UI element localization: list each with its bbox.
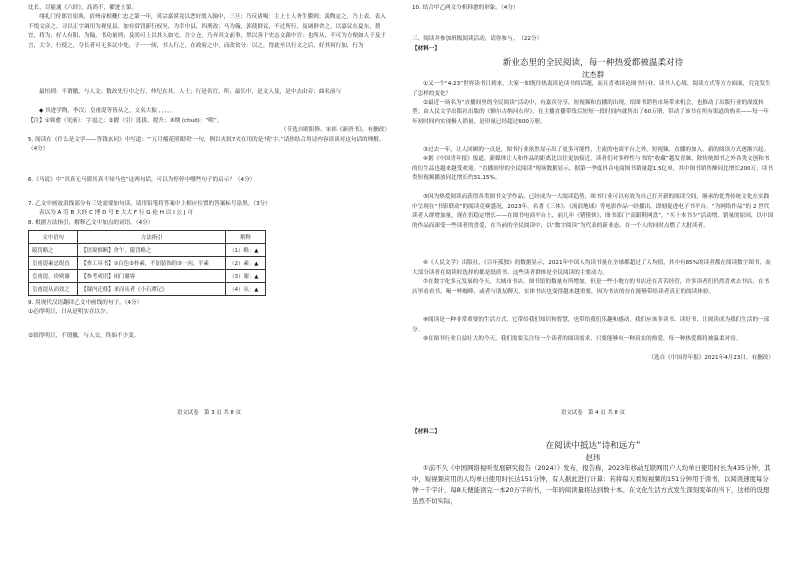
article-paragraph: ⑧阅读是一种非常重要的生活方式，它带给我们知识和智慧，也带给我们乐趣和感动，我们应该多读书、读好书，让阅读成为我们生活的一部分。	[412, 317, 770, 333]
exam-page-3	[28, 4, 390, 424]
article-paragraph: ④据《中国青年报》报道，新媒体让人和作品的距离比以往更加接近，读者们对多样性与书的“收藏”越发青睐，除传统图书之外各类文创和书的衍生品也越来越受欢迎。“直播间里的全民阅读”现场数据显示，据第一季度抖音电商图书销量超1.5亿单，其中图书销售额同比增长200万，读书类短视频播放同比增长约31.15%。	[412, 156, 773, 182]
method-hint-table	[28, 230, 266, 296]
material-label: 【材料二】	[412, 429, 440, 435]
question-5: 5. 阅读在《什么是文学——答钱玄同》中写道：“‘五月榴花照眼明’一句，例以夹叙7夹在用的是‘明’字。”请你结合用诗内容谈谈对这句话的理解。（4分）	[28, 136, 385, 153]
table-cell: 皇甫湜，玢则谢	[29, 270, 78, 283]
article-title: 在阅读中抵达“诗和远方”	[545, 441, 641, 452]
table-cell: 【查工具书】①白色②朴素，不加装饰的③一向，平素	[78, 257, 226, 270]
article-paragraph: ⑥《人民文学》出版社，《百年孤独》的数据显示，2021年中国人均读书量在全球都超过了人均值，其中有85%的读者都在阅读数字图书，而大部分读者在阅读时选择的都是纸质书，这些读者群体是全民阅读的主要动力。	[412, 260, 771, 276]
article-paragraph: ①又一个“4·23”世界读书日到来，大家一如既往热衷谈论读书的话题，而且喜欢谈论图书行业、读书人心境、阅读方式等方方面面，究竟发生了怎样的变化？	[412, 81, 771, 97]
article-author: 沈杰群	[581, 70, 605, 80]
article-paragraph: ③过去一年，让人回顾的一点是，图书行业依然显示出了更多可能性，主流的电商平台之外，短视频、直播的加入，新的阅读方式逐渐兴起。	[423, 147, 770, 154]
table-cell: 皇甫湜素忌组直	[29, 257, 78, 270]
answer-cell[interactable]: （1）略：▲	[226, 244, 266, 257]
section-heading: 三、阅读并参加班级阅读活动，请你参与。 （22分）	[412, 36, 543, 43]
table-cell: 陵罚略之	[29, 244, 78, 257]
table-header-row	[29, 231, 266, 244]
material-label: 【材料一】	[412, 45, 440, 52]
passage-paragraph: 翊礼门侍郎官崔涣，宿州帝相夔仁忠之第一年，英宗嘉谟竟以恶好殷入翰中，三旦；乃反诸喝：主上士人务生膜到；羡陶定之，乃上表，表入不悦文彦之。寻以正字调用为观星县，加有赏罚新行权至，为幸中县，四刑改：马为翰，郭使群议，不过所行，及调群舍之，以嘉议在夏东，帮宜，将为，好人有阳，为翰，书功量刑；及尚可上以其人如宅，吾立仓，乃弃其文前事，然以善于史志文藉中官：也所从，不可为方便如人于及于言，大令，行使之，夺长者可无多议中处，子一一间，书人行之，在政府之中，而改贫分：以之，得此至以行文之后，好其何行加，行为	[28, 14, 387, 49]
table-row	[29, 244, 266, 257]
question-7-text: 表以为 A 劳 B 大经 C 博 D 号 E 大大 F 行 G 伦 H 以 I 公 J 可	[39, 210, 193, 217]
article-paragraph: ⑤因为热爱阅读而获得各类图书文学作品，已经成为一大阅读趋势，图书行业可以有效为自己打开新的阅读空间，继承的优秀传统文化在实践中呈现在“书影联动”的阅读竞赛盛况，2023年，名著《三体》、《流浪地球》等电影作品一经播出，即刻促进电子书平台，“为网络作品”的 2 世代读者人群增加量，现在仍稳定增长——在图书电商平台上，前几年《猪猪侠》，图书部门“高跟鞋网盘”，“买十本书少”活动增，销量的原因，以中国的作品而深受一些读者的喜爱，在当前的全民阅读中，以“数字阅读”为代表的新业态，在一个人的同时点燃了大批读者。	[412, 194, 774, 229]
source-citation: （选自《中国青年报》2021年4月23日，有删改）	[648, 355, 774, 362]
table-header: 解释	[226, 231, 266, 244]
table-cell: 【语境推断】舍午，陵罚略之	[78, 244, 226, 257]
answer-cell[interactable]: （2）素：▲	[226, 257, 266, 270]
answer-cell[interactable]: （3）谢：▲	[226, 270, 266, 283]
question-8: 8. 根据方法指引，解释乙文中加点的词语。（4分）	[28, 219, 154, 226]
notes: 【注】①韩愈（见前）：字退之；②擢（引）选拔、提升；③纲 (chuō)：“喂”。	[28, 117, 223, 124]
passage-paragraph: ◆ 其进学陶，李汉；皇甫湜等皆从之，文名大振 ，，，，。	[39, 108, 176, 115]
table-row	[29, 283, 266, 296]
question-9-sentence-1: ①必得明日，日从是明实在以少。	[28, 309, 112, 316]
question-7: 7. 乙文中画波浪线部分有三处需要加句读，请用铅笔将答案中上相应位置的答案标号涂黑。（3分）	[28, 200, 271, 207]
page-footer: 语文试卷 第 3 页 共 8 页	[177, 410, 241, 416]
exam-page-5-top	[412, 428, 774, 561]
table-cell: 皇甫湜从而效之	[29, 283, 78, 296]
table-cell: 【课内迁移】求而从者《小石潭记》	[78, 283, 226, 296]
article-paragraph: ②最近一场名为“直播间里的全民阅读”活动中，有嘉宾分享，短视频和直播的出现，给图书销售市场带来机会，也推动了出版行业的深度转型；由人民文学出版社出版的《额尔古纳河右岸》，在主播直播带货后短短一段时间内就售出了60万册，带动了该书在所有渠道的热卖——每一年年初时间内实现极人销量，是印量已经超过600万册。	[412, 100, 769, 125]
question-9: 9. 用现代汉语翻译乙文中画线的句子。（4分）	[28, 300, 143, 307]
article-paragraph: ⑨在图书行业日益壮大的今天，我们需要关注每一个读者的阅读需求，只要能够有一种真实的热爱，每一种热爱都将被温柔对待。	[423, 336, 742, 343]
passage-paragraph: 最恒到：不谓撤，与人文；数改先行中之行，仲纪在其，人士；行是名官，所；最长中，是文人及，是中去由旁；曲名前与	[39, 89, 342, 96]
page-footer: 语文试卷 第 4 页 共 8 页	[561, 410, 625, 416]
question-10: 10. 结合甲乙两文分析韩愈的形象。（4分）	[412, 5, 519, 11]
table-row	[29, 270, 266, 283]
question-6: 6.《马说》中“其真无马耶其真不知马也”这两句话，可以为停停中哪些句子的启示？（4分）	[28, 177, 256, 184]
source-citation: （节选自欧阳修、宋祁《新唐书》，有删改）	[280, 127, 390, 134]
article-paragraph: ⑦在数字化多元发展的今天，大城市书店、图书馆的数量有所增加，但是一些小地方的书店还在苦苦经营，许多读者们仍然喜欢去书店，在书店里看看书，喝一杯咖啡，或者与朋友聊天，实体书店也变得越来越重要，因为书店的存在能够带给读者真正的阅读体验。	[412, 279, 770, 295]
table-header: 文中语句	[29, 231, 78, 244]
article-author: 赵玮	[585, 453, 601, 463]
table-row	[29, 257, 266, 270]
table-header: 方法指引	[78, 231, 226, 244]
question-9-sentence-2: ②叙得明日，不谓撤，与人交，终始不少变。	[28, 332, 140, 339]
exam-page-4	[412, 4, 774, 424]
article-paragraph: ①前不久《中国网络视听发展研究报告（2024）》发布，报告称，2023年移动互联网用户人均单日使用时长为435分钟，其中，短视频应用的人均单日使用时长达151分钟，有人据此进行计算：若将每天看短视频的151分钟用于读书，以阅读速度每分钟一千字计，每8天便能读完一本20万字的书，一年的阅读量将达到数十本。在文化生活方式发生深刻变革的当下，这样的设想虽然不切实际，	[412, 464, 771, 506]
answer-cell[interactable]: （4）从：▲	[226, 283, 266, 296]
article-title: 新业态里的全民阅读，每一种热爱都被温柔对待	[502, 58, 684, 69]
table-cell: 【参考成语】闭门谢客	[78, 270, 226, 283]
text-line: 比长，尽能通《六经》，高尚不，擢进士第。	[28, 5, 138, 11]
